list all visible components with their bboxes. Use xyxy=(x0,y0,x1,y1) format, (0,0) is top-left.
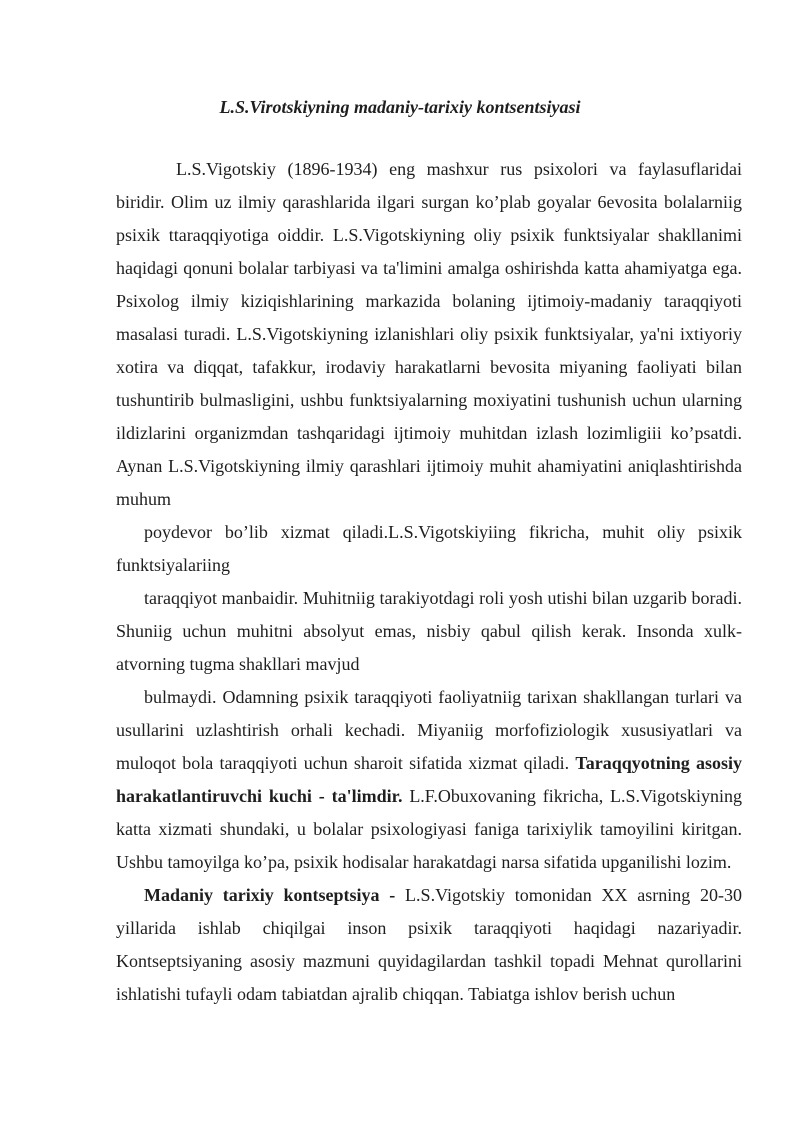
paragraph-2: poydevor bo’lib xizmat qiladi.L.S.Vigotskiyiing fikricha, muhit oliy psixik funktsiyalariing xyxy=(116,522,742,575)
paragraph-4 xyxy=(116,681,742,879)
document-body xyxy=(116,153,742,1011)
paragraph-4-bold-statement: Taraqqyotning asosiy harakatlantiruvchi kuchi - ta'limdir. xyxy=(116,753,742,806)
paragraph-4-text-start: bulmaydi. Odamning psixik taraqqiyoti faoliyatniig tarixan shakllangan turlari va usullarini uzlashtirish orhali kechadi. Miyaniig morfofiziologik xususiyatlari va muloqot bola taraqqiyoti uchun sharoit sifatida xizmat qiladi. xyxy=(116,687,742,773)
paragraph-1: L.S.Vigotskiy (1896-1934) eng mashxur rus psixolori va faylasuflaridai biridir. Olim uz ilmiy qarashlarida ilgari surgan ko’plab goyalar 6evosita bolalarniig psixik ttaraqqiyotiga oiddir. L.S.Vigotskiyning oliy psixik funktsiyalar shakllanimi haqidagi qonuni bolalar tarbiyasi va ta'limini amalga oshirishda katta ahamiyatga ega. Psixolog ilmiy kiziqishlarining markazida bolaning ijtimoiy-madaniy taraqqiyoti masalasi turadi. L.S.Vigotskiyning izlanishlari oliy psixik funktsiyalar, ya'ni ixtiyoriy xotira va diqqat, tafakkur, irodaviy harakatlarni bevosita miyaning faoliyati bilan tushuntirib bulmasligini, ushbu funktsiyalarning moxiyatini tushunish uchun ularning ildizlarini organizmdan tashqaridagi ijtimoiy muhitdan izlash lozimligiii ko’psatdi. Aynan L.S.Vigotskiyning ilmiy qarashlari ijtimoiy muhit ahamiyatini aniqlashtirishda muhum xyxy=(116,159,742,509)
paragraph-5-bold-term: Madaniy tarixiy kontseptsiya - xyxy=(144,885,396,905)
paragraph-4-text-end: L.F.Obuxovaning fikricha, L.S.Vigotskiyning katta xizmati shundaki, u bolalar psixologiyasi faniga tarixiylik tamoyilini kiritgan. Ushbu tamoyilga ko’pa, psixik hodisalar harakatdagi narsa sifatida upganilishi lozim. xyxy=(116,786,742,872)
paragraph-3: taraqqiyot manbaidir. Muhitniig tarakiyotdagi roli yosh utishi bilan uzgarib boradi. Shuniig uchun muhitni absolyut emas, nisbiy qabul qilish kerak. Insonda xulk-atvorning tugma shakllari mavjud xyxy=(116,588,742,674)
paragraph-5-text: L.S.Vigotskiy tomonidan XX asrning 20-30 yillarida ishlab chiqilgai inson psixik taraqqiyoti haqidagi nazariyadir. Kontseptsiyaning asosiy mazmuni quyidagilardan tashkil topadi Mehnat qurollarini ishlatishi tufayli odam tabiatdan ajralib chiqqan. Tabiatga ishlov berish uchun xyxy=(116,885,743,1004)
paragraph-5 xyxy=(116,879,742,1011)
document-title: L.S.Virotskiyning madaniy-tarixiy kontsentsiyasi xyxy=(219,97,581,117)
